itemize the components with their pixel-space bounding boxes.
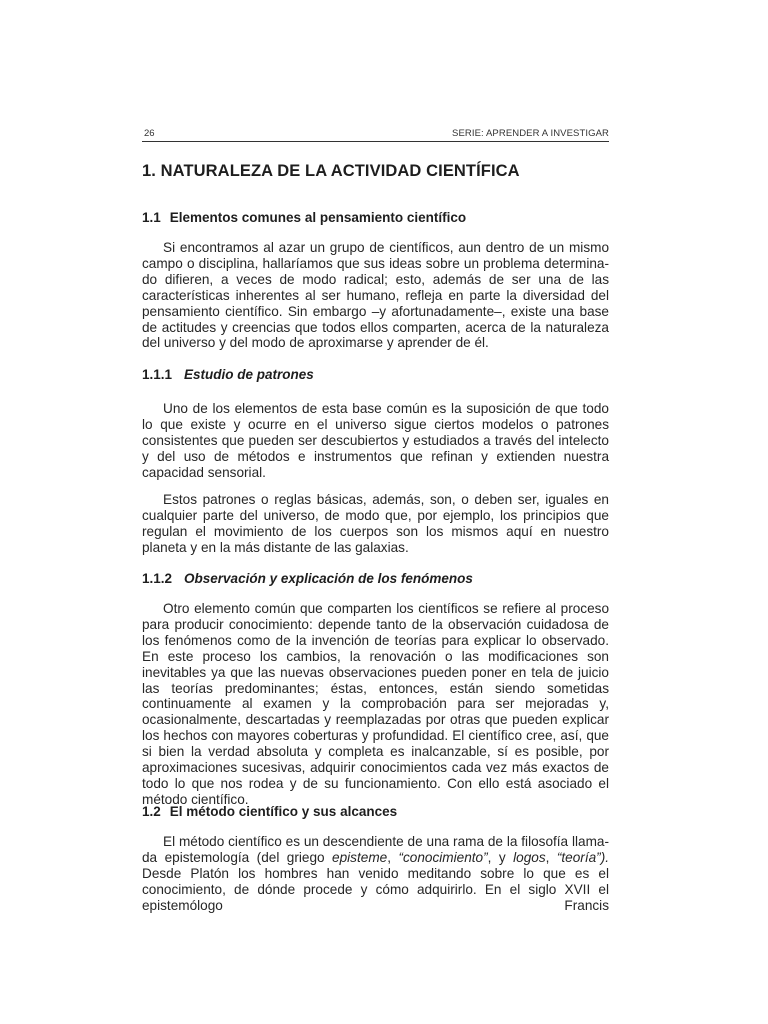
section-number: 1.1.1 <box>142 367 173 382</box>
paragraph-1-1-1-b: Estos patrones o reglas básicas, además, son, o deben ser, iguales en cualquier parte del universo, de modo que, por ejemplo, los principios que regulan el movimiento de los cuerpos son los mismos aquí en nuestro planeta y en la más distante de las galaxias. <box>142 492 609 555</box>
text-run: El método científico es un descendiente de una rama de la filosofía llamada epistemología (del griego <box>142 834 609 865</box>
paragraph-1-2 <box>142 834 609 914</box>
section-heading-1-1 <box>142 209 466 227</box>
running-header <box>142 129 609 142</box>
section-title: Elementos comunes al pensamiento científico <box>169 210 467 225</box>
chapter-number: 1. <box>142 162 156 180</box>
section-number: 1.2 <box>142 804 161 819</box>
gloss-conocimiento: “conocimiento” <box>398 849 488 865</box>
gloss-teoria: “teoría”). <box>556 849 609 865</box>
text-run: , <box>387 849 399 865</box>
section-number: 1.1.2 <box>142 571 173 586</box>
chapter-title-text: NATURALEZA DE LA ACTIVIDAD CIENTÍFICA <box>160 162 520 180</box>
text-run: , <box>545 849 557 865</box>
text-run: Desde Platón los hombres han venido meditando sobre lo que es el conocimiento, de dónde procede y cómo adquirirlo. En el siglo XVII el epistemólogo Francis <box>142 865 609 913</box>
section-title: Estudio de patrones <box>184 367 314 382</box>
text-run: , y <box>487 849 514 865</box>
paragraph-1-1-2: Otro elemento común que comparten los científicos se refiere al proceso para producir conocimiento: depende tanto de la observación cuidadosa de los fenómenos como de la invención de teorías para explicar lo observado. En este proceso los cambios, la renovación o las modificaciones son inevitables ya que las nuevas observaciones pueden poner en tela de juicio las teorías predominantes; éstas, entonces, están siendo sometidas continuamente al examen y la comprobación para ser mejoradas y, ocasionalmente, descartadas y reemplazadas por otras que pueden explicar los hechos con mayores coberturas y profundidad. El científico cree, así, que si bien la verdad absoluta y completa es inalcanzable, sí es posible, por aproximaciones sucesivas, adquirir conocimientos cada vez más exactos de todo lo que nos rodea y de su funcionamiento. Con ello está asociado el método científico. <box>142 601 609 807</box>
chapter-title <box>142 160 520 182</box>
paragraph-1-1-1-a: Uno de los elementos de esta base común es la suposición de que todo lo que existe y ocurre en el universo sigue ciertos modelos o patrones consistentes que pueden ser descubiertos y estudiados a través del intelecto y del uso de métodos e instrumentos que refinan y extienden nuestra capacidad sensorial. <box>142 401 609 480</box>
section-heading-1-2 <box>142 803 397 821</box>
section-title: El método científico y sus alcances <box>169 804 398 819</box>
paragraph-1-1: Si encontramos al azar un grupo de científicos, aun dentro de un mismo campo o disciplina, hallaríamos que sus ideas sobre un problema determinado difieren, a veces de modo radical; esto, además de ser una de las características inherentes al ser humano, refleja en parte la diversidad del pensamiento científico. Sin embargo –y afortunadamente–, existe una base de actitudes y creencias que todos ellos comparten, acerca de la naturaleza del universo y del modo de aproximarse y aprender de él. <box>142 240 609 351</box>
section-title: Observación y explicación de los fenómenos <box>184 571 473 586</box>
greek-term-logos: logos <box>513 849 546 865</box>
section-heading-1-1-2 <box>142 570 473 588</box>
section-number: 1.1 <box>142 210 161 225</box>
page-number: 26 <box>144 128 155 139</box>
greek-term-episteme: episteme <box>332 849 388 865</box>
series-title: SERIE: APRENDER A INVESTIGAR <box>452 128 609 139</box>
section-heading-1-1-1 <box>142 366 314 384</box>
